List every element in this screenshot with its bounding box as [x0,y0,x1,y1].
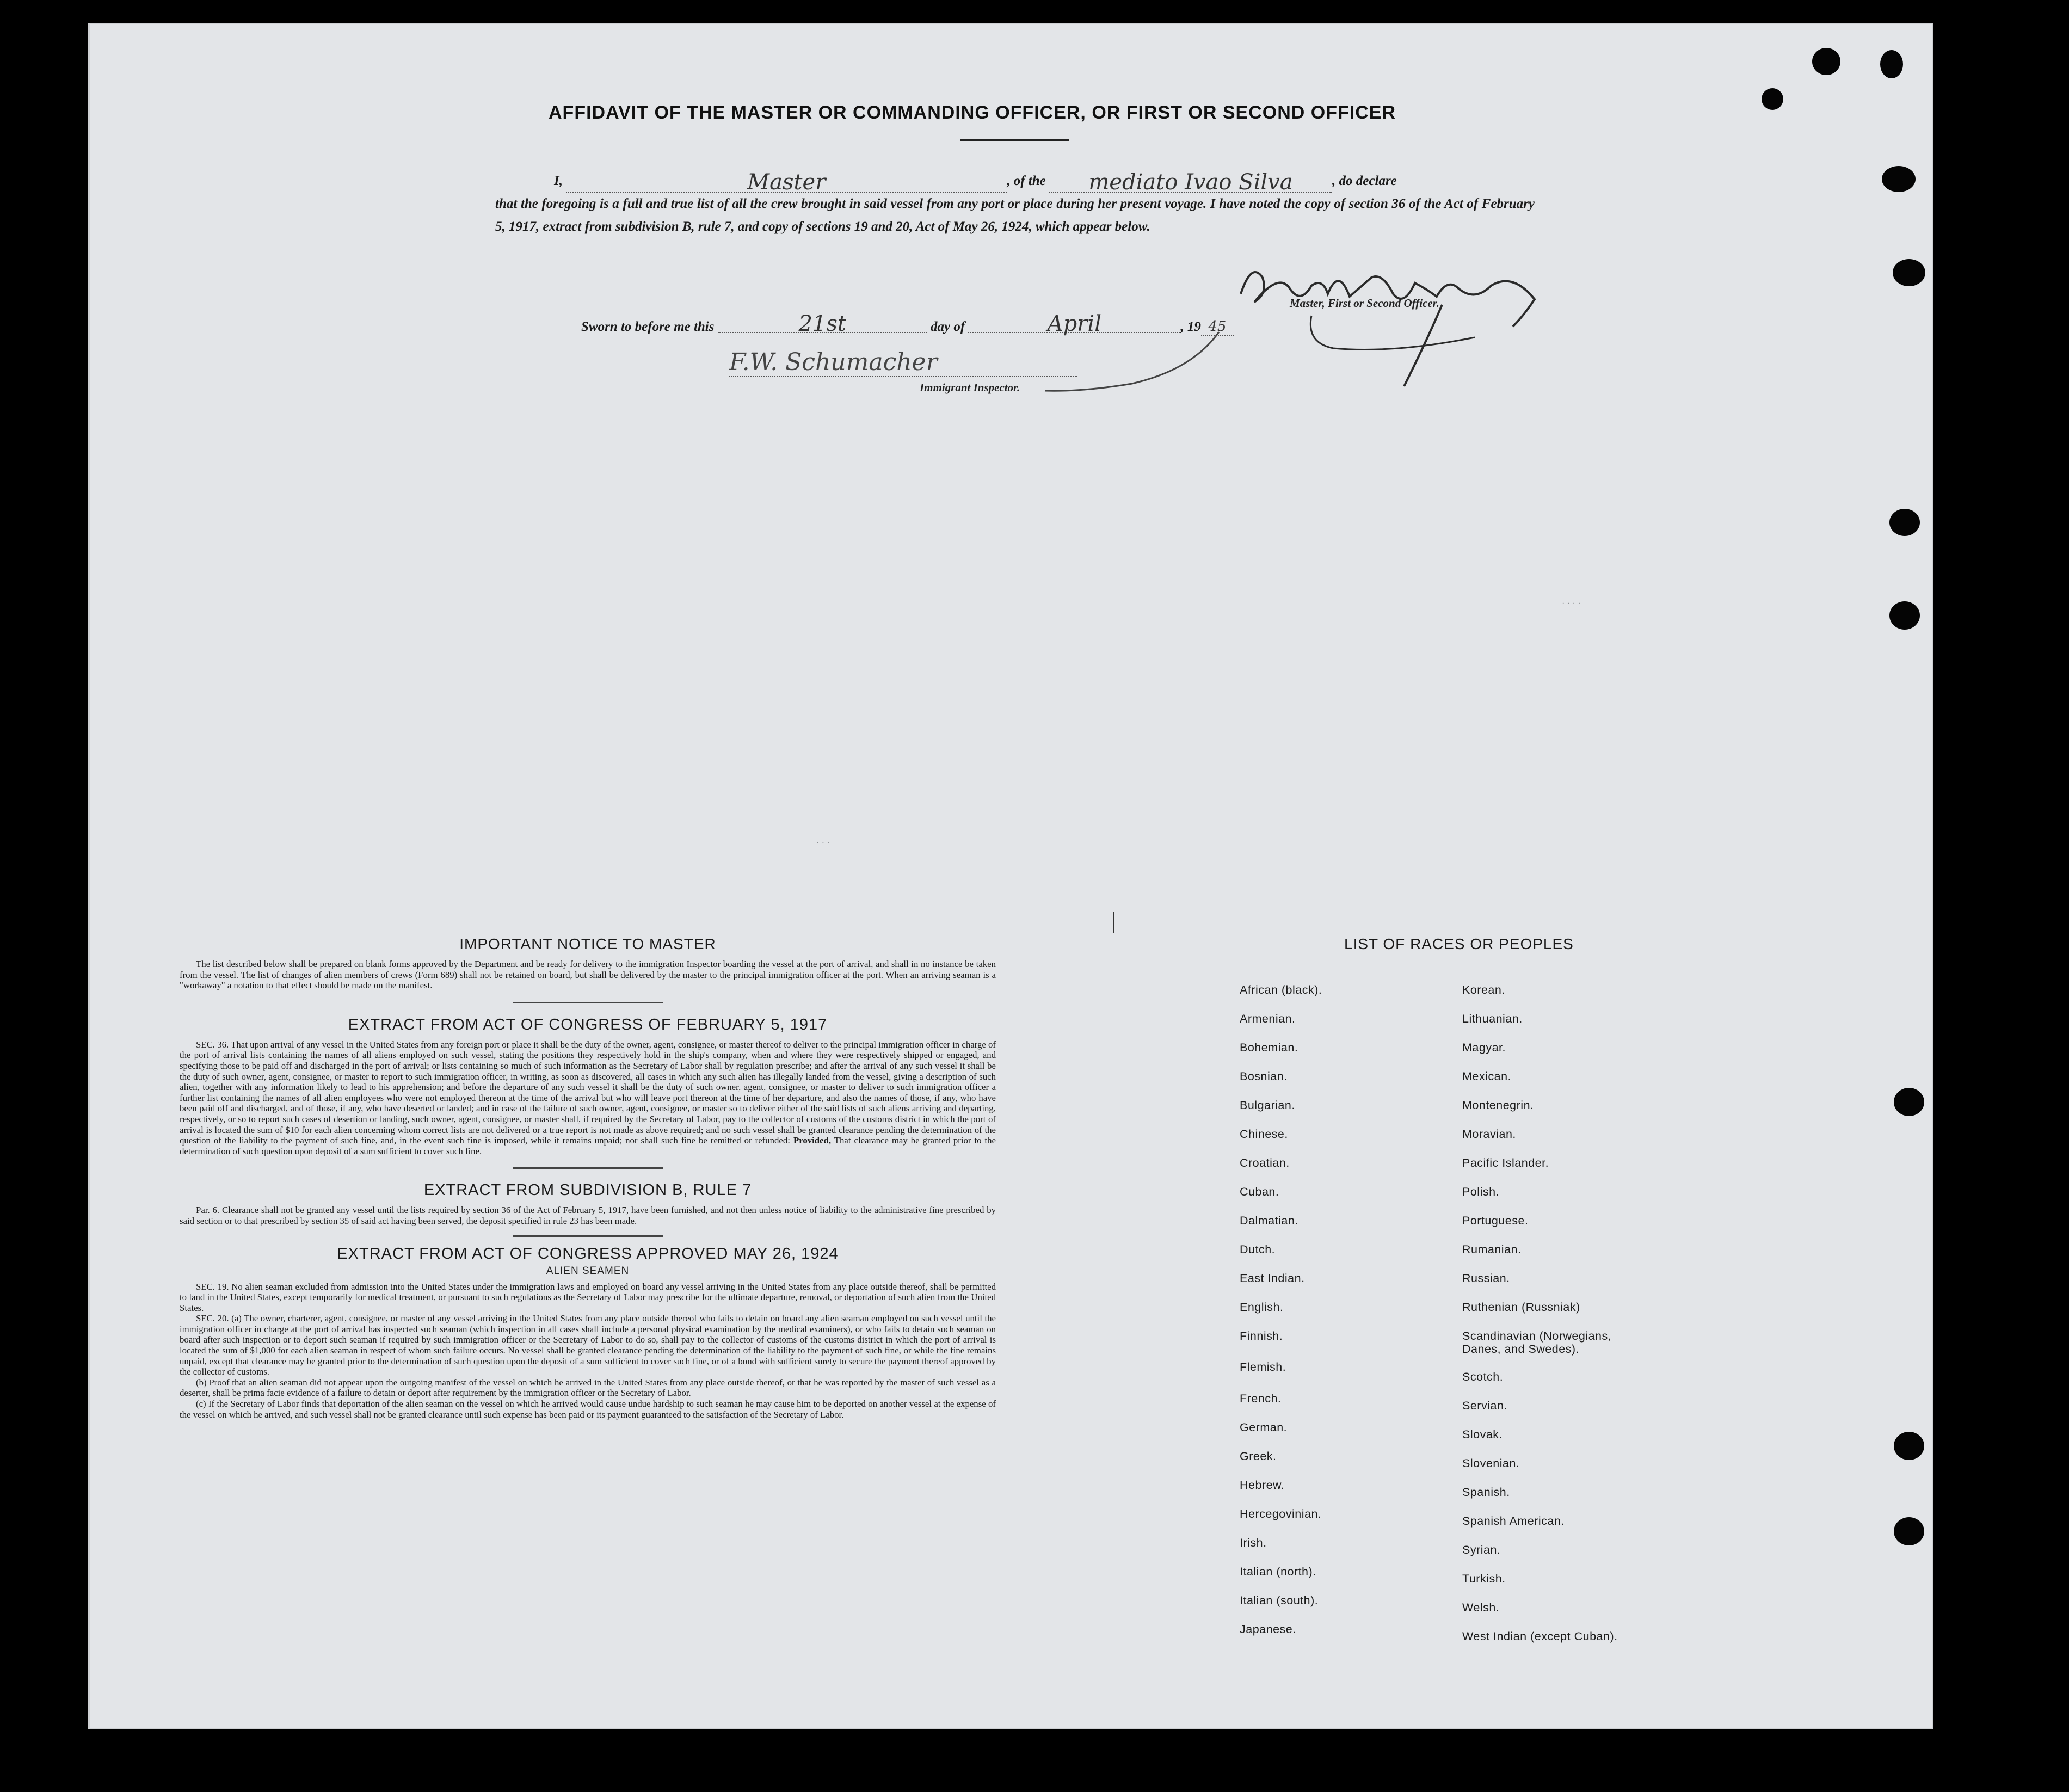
race-item: Korean. [1462,983,1505,996]
fold-mark [1113,912,1114,933]
alien-seamen-heading: ALIEN SEAMEN [546,1265,630,1277]
race-item: Japanese. [1240,1623,1296,1636]
section-divider [513,1002,663,1003]
sec-20b-text: (b) Proof that an alien seaman did not appear upon the outgoing manifest of the vessel on which he arrived in the United States from any place outside thereof, or that he was reported by the master of such vessel as a deserter, shall be prima facie evidence of a failure to detain or deport after requirement by the immigration officer or the Secretary of Labor. [180,1377,996,1399]
sec-20c-text: (c) If the Secretary of Labor finds that deportation of the alien seaman on the vessel on which he arrived would cause undue hardship to such seaman he may cause him to be deported on another vessel at the expense of the vessel on which he arrived, and such vessel shall not be granted clearance until such expense has been paid or its payment guaranteed to the satisfaction of the Secretary of Labor. [180,1399,996,1420]
race-item: Portuguese. [1462,1214,1529,1227]
race-item: Finnish. [1240,1329,1283,1343]
notice-heading: IMPORTANT NOTICE TO MASTER [459,935,716,952]
race-item: German. [1240,1421,1288,1434]
act-1917-text [180,1039,996,1157]
race-item: Armenian. [1240,1012,1296,1025]
race-item: Hebrew. [1240,1479,1285,1492]
punch-hole [1882,166,1916,192]
race-item: Slovak. [1462,1428,1503,1441]
notice-text: The list described below shall be prepared on blank forms approved by the Department and be ready for delivery to the immigration Inspector boarding the vessel at the port of arrival, and shall in no instance be taken from the vessel. The list of changes of alien members of crews (Form 689) shall not be retained on board, but shall be delivered by the master to the principal immigration officer at the port. When an arriving seaman is a "workaway" a notation to that effect should be made on the manifest. [180,959,996,991]
punch-hole [1889,509,1920,536]
race-item: Scandinavian (Norwegians, Danes, and Swedes). [1462,1329,1612,1356]
affidavit-i: I, [554,174,563,188]
race-item: Syrian. [1462,1543,1501,1556]
provided-label: Provided, [793,1135,832,1146]
act-1917-body-end: That clearance may be granted prior to the determination of such question upon deposit of a sum sufficient to cover such fine. [180,1135,996,1156]
race-item: Dalmatian. [1240,1214,1298,1227]
punch-hole [1812,48,1840,75]
race-item: Bosnian. [1240,1070,1288,1083]
year-field: 45 [1201,318,1234,336]
race-item: Pacific Islander. [1462,1156,1549,1169]
affidavit-paragraph [495,170,1535,238]
race-item: English. [1240,1301,1284,1314]
rule-7-heading: EXTRACT FROM SUBDIVISION B, RULE 7 [423,1181,752,1199]
year-prefix: , 19 [1180,319,1201,334]
race-item: Chinese. [1240,1128,1288,1141]
sworn-prefix: Sworn to before me this [581,319,715,334]
act-1924-heading: EXTRACT FROM ACT OF CONGRESS APPROVED MAY 26, 1924 [337,1245,839,1263]
punch-hole [1762,88,1783,110]
of-the-label: , of the [1007,174,1046,188]
race-item: Slovenian. [1462,1457,1520,1470]
month-field: April [968,316,1180,333]
inspector-signature-flourish [1034,327,1230,397]
race-item: Magyar. [1462,1041,1506,1054]
inspector-signature: F.W. Schumacher [729,348,1077,377]
punch-hole [1889,601,1920,630]
race-item: Irish. [1240,1536,1267,1549]
race-item: African (black). [1240,983,1322,996]
sec-20a-text: SEC. 20. (a) The owner, charterer, agent, consignee, or master of any vessel arriving in the United States from any place outside thereof who fails to detain on board any alien seaman employed on such vessel until the immigration officer in charge at the port of arrival has inspected such seaman (which inspection in all cases shall include a personal physical examination by the medical examiners), or who fails to detain such seaman on board after such inspection or to deport such seaman if required by such immigration officer or the Secretary of Labor to do so, shall pay to the collector of customs of the customs district in which the port of arrival is located the sum of $1,000 for each alien seaman in respect of whom such failure occurs. No vessel shall be granted clearance pending the determination of the liability to the payment of such fine, or while the fine remains unpaid, except that clearance may be granted prior to the determination of such question upon the deposit of a sum sufficient to cover such fine, or of a bond with sufficient surety to secure the payment thereof approved by the collector of customs. [180,1313,996,1377]
bleed-through-mark: · · · [816,838,830,847]
affidavit-title: AFFIDAVIT OF THE MASTER OR COMMANDING OFFICER, OR FIRST OR SECOND OFFICER [549,102,1396,123]
race-item: French. [1240,1392,1282,1405]
race-item: Italian (south). [1240,1594,1319,1607]
race-item: Servian. [1462,1399,1507,1412]
role-field: Master [566,173,1007,193]
race-item: Montenegrin. [1462,1099,1534,1112]
master-signature-label: Master, First or Second Officer. [1290,297,1439,310]
race-item: Spanish. [1462,1486,1510,1499]
race-item: Turkish. [1462,1572,1506,1585]
race-item: Bulgarian. [1240,1099,1295,1112]
race-item: West Indian (except Cuban). [1462,1630,1618,1643]
bleed-through-mark: · · · · [1562,599,1581,608]
race-item: Polish. [1462,1185,1500,1198]
race-item: Ruthenian (Russniak) [1462,1301,1580,1314]
race-item: Russian. [1462,1272,1510,1285]
punch-hole [1894,1517,1924,1545]
race-item: Welsh. [1462,1601,1500,1614]
race-item: Croatian. [1240,1156,1290,1169]
title-divider [960,139,1069,141]
race-item: Lithuanian. [1462,1012,1523,1025]
race-item: Dutch. [1240,1243,1276,1256]
races-heading: LIST OF RACES OR PEOPLES [1344,935,1574,952]
race-item: Cuban. [1240,1185,1279,1198]
race-item: Bohemian. [1240,1041,1298,1054]
races-column [1238,935,1684,1643]
race-item: Hercegovinian. [1240,1507,1322,1520]
section-divider [513,1167,663,1169]
vessel-name-field: mediato Ivao Silva [1049,173,1332,193]
race-item: Moravian. [1462,1128,1516,1141]
act-1917-body: SEC. 36. That upon arrival of any vessel in the United States from any foreign port or place it shall be the duty of the owner, agent, consignee, or master thereof to deliver to the principal immigration officer in charge of the port of arrival lists containing the names of all aliens employed on such vessel, stating the positions they respectively hold in the ship's company, when and where they were respectively shipped or engaged, and specifying those to be paid off and discharged in the port of arrival; or lists containing so much of such information as the Secretary of Labor shall by regulation prescribe; and after the arrival of any such vessel it shall be the duty of such owner, agent, consignee, or master to report to such immigration officer, in writing, as soon as discovered, all cases in which any such alien has illegally landed from the vessel, giving a description of such alien, together with any information likely to lead to his apprehension; and before the departure of any such vessel it shall be the duty of such owner, agent, consignee, or master to deliver to such immigration officer a further list containing the names of all alien employees who were not employed thereon at the time of the arrival but who will leave port thereon at the time of her departure, and also the names of those, if any, who have been paid off and discharged, and of those, if any, who have deserted or landed; and in case of the failure of such owner, agent, consignee, or master so to deliver either of the said lists of such aliens arriving and departing, respectively, or so to report such cases of desertion or landing, such owner, agent, consignee, or master shall, if required by the Secretary of Labor, pay to the collector of customs of the customs district in which the port of arrival is located the sum of $10 for each alien concerning whom correct lists are not delivered or a true report is not made as above required; and no such vessel shall be granted clearance pending the determination of the question of the liability to the payment of such fine, and, in the event such fine is imposed, while it remains unpaid; nor shall such fine be remitted or refunded: [180,1039,996,1146]
section-divider [513,1235,663,1237]
race-item: Mexican. [1462,1070,1512,1083]
declare-label: , do declare [1332,174,1397,188]
punch-hole [1893,259,1925,286]
inspector-label: Immigrant Inspector. [920,381,1020,394]
punch-hole [1880,50,1903,78]
rule-7-text: Par. 6. Clearance shall not be granted any vessel until the lists required by section 36 of the Act of February 5, 1917, have been furnished, and not then unless notice of liability to the administrative fine prescribed by said section or to that prescribed by section 35 of said act having been served, the deposit specified in rule 23 has been made. [180,1205,996,1226]
race-item: Greek. [1240,1450,1277,1463]
race-item: Scotch. [1462,1370,1504,1383]
race-item: Flemish. [1240,1360,1286,1374]
document-sheet [90,24,1932,1728]
day-field: 21st [718,316,927,333]
race-item: Italian (north). [1240,1565,1316,1578]
affidavit-text: that the foregoing is a full and true list of all the crew brought in said vessel from any port or place during her present voyage. I have noted the copy of section 36 of the Act of February 5, 1917, extract from subdivision B, rule 7, and copy of sections 19 and 20, Act of May 26, 1924, which appear below. [495,196,1535,234]
punch-hole [1894,1088,1924,1116]
legal-notices-column [180,935,996,1420]
race-item: East Indian. [1240,1272,1305,1285]
race-item: Spanish American. [1462,1514,1565,1528]
sec-19-text: SEC. 19. No alien seaman excluded from admission into the United States under the immigration laws and employed on board any vessel arriving in the United States from any place outside thereof, shall be permitted to land in the United States, except temporarily for medical treatment, or pursuant to such regulations as the Secretary of Labor may prescribe for the ultimate departure, removal, or deportation of such alien from the United States. [180,1281,996,1313]
race-item: Rumanian. [1462,1243,1522,1256]
act-1917-heading: EXTRACT FROM ACT OF CONGRESS OF FEBRUARY 5, 1917 [348,1015,828,1033]
punch-hole [1894,1432,1924,1460]
day-of-label: day of [930,319,965,334]
